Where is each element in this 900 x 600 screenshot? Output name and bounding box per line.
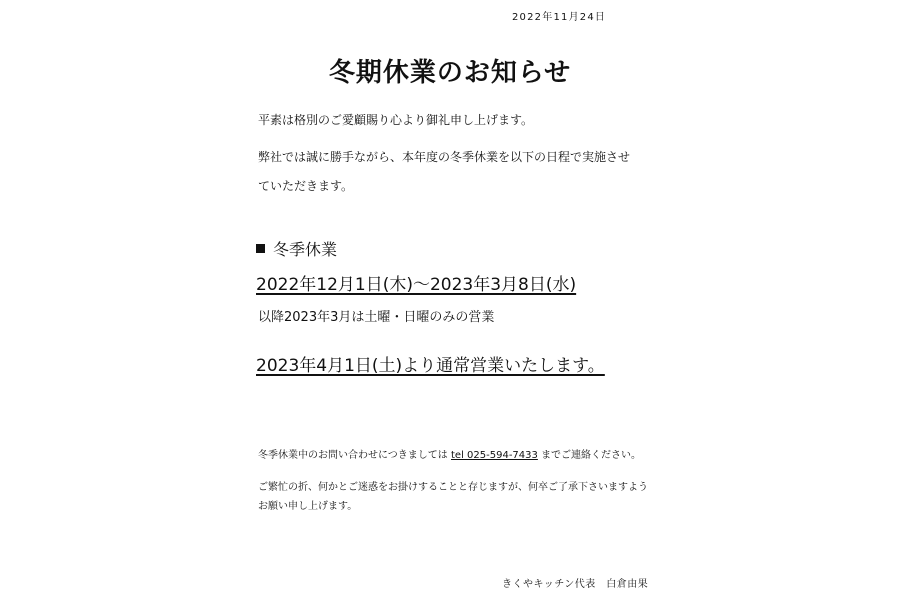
contact-suffix: までご連絡ください。 — [541, 450, 642, 461]
after-closure-note: 以降2023年3月は土曜・日曜のみの営業 — [258, 310, 495, 325]
black-square-bullet-icon — [256, 244, 265, 253]
section-heading-label: 冬季休業 — [273, 240, 338, 259]
resume-notice: 2023年4月1日(土)より通常営業いたします。 — [256, 356, 605, 376]
closing-line-2: お願い申し上げます。 — [258, 501, 358, 512]
contact-prefix: 冬季休業中のお問い合わせにつきましては — [258, 450, 448, 461]
intro-line-2: 弊社では誠に勝手ながら、本年度の冬季休業を以下の日程で実施させ — [258, 150, 631, 164]
closure-period: 2022年12月1日(木)～2023年3月8日(水) — [256, 275, 577, 295]
phone-link[interactable]: tel 025-594-7433 — [451, 450, 538, 461]
signature: きくやキッチン代表 白倉由果 — [502, 579, 649, 590]
document-date: 2022年11月24日 — [512, 12, 607, 23]
intro-line-3: ていただきます。 — [258, 179, 354, 193]
section-heading — [256, 237, 337, 260]
page-title: 冬期休業のお知らせ — [328, 58, 572, 88]
intro-line-1: 平素は格別のご愛顧賜り心より御礼申し上げます。 — [258, 113, 534, 127]
closing-line-1: ご繁忙の折、何かとご迷惑をお掛けすることと存じますが、何卒ご了承下さいますよう — [258, 482, 648, 493]
contact-line — [258, 446, 641, 461]
